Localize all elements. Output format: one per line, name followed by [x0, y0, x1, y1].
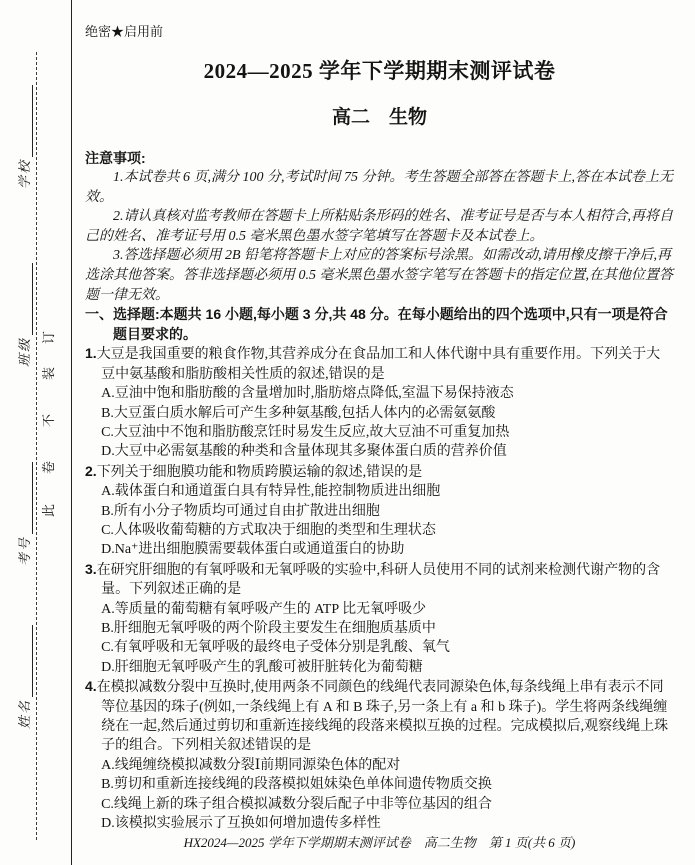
question-stem-text: 在模拟减数分裂中互换时,使用两条不同颜色的线绳代表同源染色体,每条线绳上串有表示不同等位基因的珠子(例如,一条线绳上有 A 和 B 珠子,另一条上有 a 和 b 珠子)。学生将两条线绳缠绕在一起,然后通过剪切和重新连接线绳的段落来模拟互换的过程。完成模拟后,观察线绳上珠子的组合。下列相关叙述错误的是 [96, 680, 669, 754]
binding-char: 此 [41, 504, 56, 518]
question-number: 3. [85, 560, 97, 577]
question-number: 2. [85, 462, 97, 479]
school-label: 学校 [17, 159, 32, 190]
option-d: D.Na⁺进出细胞膜需要载体蛋白或通道蛋白的协助 [101, 542, 405, 558]
question-4 [85, 677, 674, 833]
option-a: A.载体蛋白和通道蛋白具有特异性,能控制物质进出细胞 [101, 484, 441, 500]
question-number: 4. [85, 678, 97, 695]
option-d: D.肝细胞无氧呼吸产生的乳酸可被肝脏转化为葡萄糖 [101, 659, 423, 675]
question-1 [85, 344, 674, 461]
question-stem-text: 下列关于细胞膜功能和物质跨膜运输的叙述,错误的是 [96, 464, 423, 480]
question-stem [85, 560, 674, 600]
question-stem [85, 677, 674, 756]
margin-field-exam-number [15, 449, 33, 579]
binding-solid-line [71, 0, 72, 865]
name-blank-line [20, 625, 33, 697]
margin-field-class [15, 250, 33, 380]
option-b: B.肝细胞无氧呼吸的两个阶段主要发生在细胞质基质中 [101, 621, 436, 637]
question-number: 1. [85, 345, 97, 362]
option-d: D.该模拟实验展示了互换如何增加遗传多样性 [101, 816, 381, 832]
option-b: B.大豆蛋白质水解后可产生多种氨基酸,包括人体内的必需氨氨酸 [101, 405, 496, 421]
notice-item-2: 2.请认真核对监考教师在答题卡上所粘贴条形码的姓名、准考证号是否与本人相符合,再将自己的姓名、准考证号用 0.5 毫米黑色墨水签字笔填写在答题卡及本试卷上。 [85, 209, 673, 244]
option-c: C.线绳上新的珠子组合模拟减数分裂后配子中非等位基因的组合 [101, 796, 492, 812]
option-c: C.大豆油中不饱和脂肪酸烹饪时易发生反应,故大豆油不可重复加热 [101, 424, 510, 440]
name-label: 姓名 [17, 699, 32, 730]
question-stem-text: 在研究肝细胞的有氧呼吸和无氧呼吸的实验中,科研人员使用不同的试剂来检测代谢产物的含量。下列叙述正确的是 [96, 562, 661, 598]
school-blank-line [20, 85, 33, 157]
exam-content [85, 0, 674, 850]
notice-item-3: 3.答选择题必须用 2B 铅笔将答题卡上对应的答案标号涂黑。如需改动,请用橡皮擦干净后,再选涂其他答案。答非选择题必须用 0.5 毫米黑色墨水签字笔写在答题卡的指定位置,在其他位置答题一律无效。 [85, 248, 673, 303]
section-heading: 一、选择题:本题共 16 小题,每小题 3 分,共 48 分。在每小题给出的四个选项中,只有一项是符合题目要求的。 [85, 306, 668, 342]
option-c: C.人体吸收葡萄糖的方式取决于细胞的类型和生理状态 [101, 523, 436, 538]
class-blank-line [20, 263, 33, 335]
option-a: A.等质量的葡萄糖有氧呼吸产生的 ATP 比无氧呼吸少 [101, 601, 427, 617]
binding-char: 不 [41, 414, 56, 428]
question-2 [85, 462, 674, 560]
option-a: A.线绳缠绕模拟减数分裂Ⅰ前期同源染色体的配对 [101, 757, 401, 773]
option-d: D.大豆中必需氨基酸的种类和含量体现其多聚体蛋白质的营养价值 [101, 444, 507, 460]
exam-title: 2024—2025 学年下学期期末测评试卷 [203, 59, 556, 83]
page-footer: HX2024—2025 学年下学期期末测评试卷 高二生物 第 1 页(共 6 页) [183, 835, 576, 850]
question-stem-text: 大豆是我国重要的粮食作物,其营养成分在食品加工和人体代谢中具有重要作用。下列关于大豆中氨基酸和脂肪酸相关性质的叙述,错误的是 [96, 347, 661, 382]
binding-char: 订 [41, 331, 56, 345]
binding-char: 卷 [41, 461, 56, 475]
option-b: B.剪切和重新连接线绳的段落模拟姐妹染色单体间遗传物质交换 [101, 777, 492, 793]
margin-field-school [15, 72, 33, 202]
question-stem [85, 462, 674, 482]
notice-item-1: 1.本试卷共 6 页,满分 100 分,考试时间 75 分钟。考生答题全部答在答题卡上,答在本试卷上无效。 [85, 170, 673, 205]
class-label: 班级 [17, 337, 32, 368]
option-a: A.豆油中饱和脂肪酸的含量增加时,脂肪熔点降低,室温下易保持液态 [101, 386, 514, 402]
classification-banner: 绝密★启用前 [85, 24, 164, 39]
question-stem [85, 344, 674, 384]
question-3 [85, 560, 674, 677]
option-b: B.所有小分子物质均可通过自由扩散进出细胞 [101, 503, 380, 519]
notice-heading: 注意事项: [85, 150, 146, 166]
binding-dashed-line [36, 52, 37, 840]
binding-char: 装 [41, 367, 56, 381]
option-c: C.有氧呼吸和无氧呼吸的最终电子受体分别是乳酸、氧气 [101, 640, 450, 656]
exam-number-label: 考号 [17, 536, 32, 567]
exam-number-blank-line [20, 462, 33, 534]
margin-field-name [15, 612, 33, 742]
exam-subject: 高二 生物 [331, 107, 427, 128]
